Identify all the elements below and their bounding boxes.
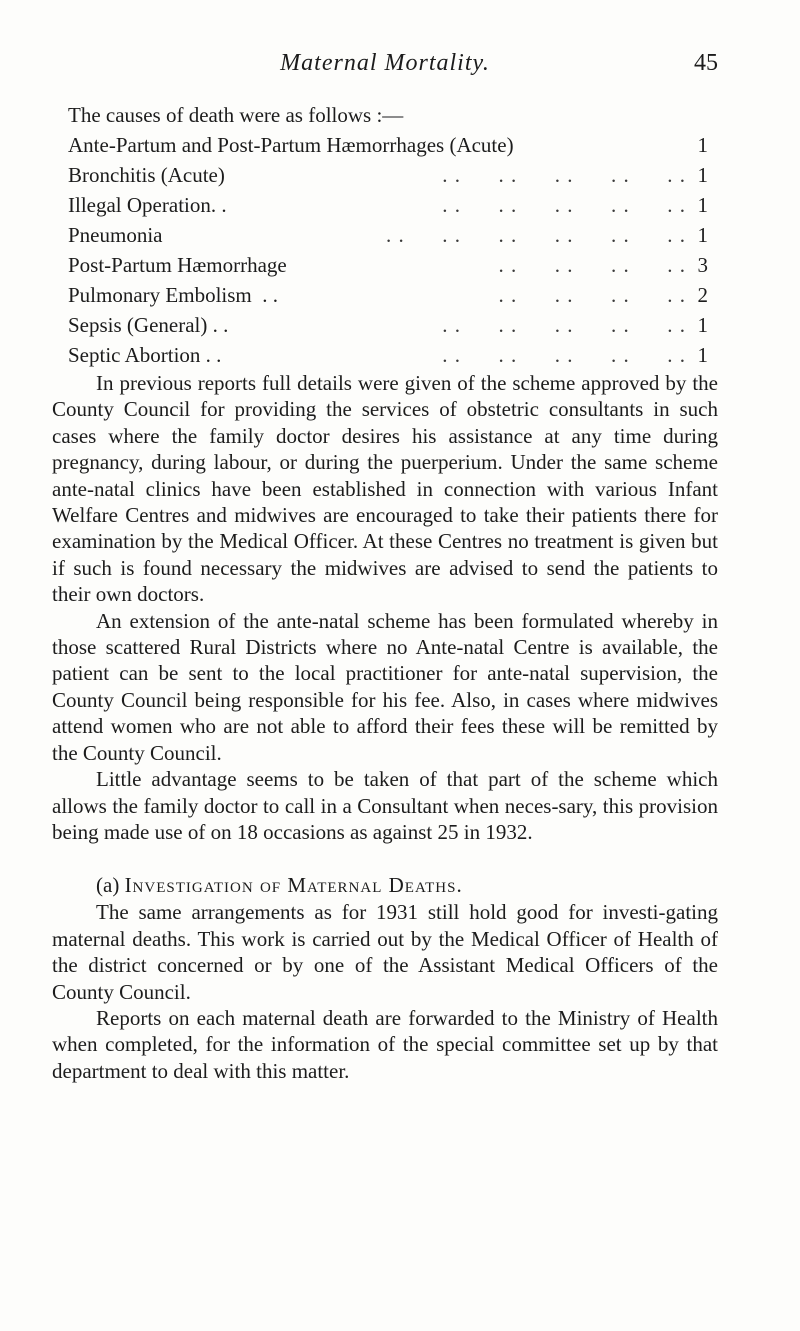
cause-leader-dots: . . . . . . . . — [498, 283, 686, 307]
cause-row — [68, 190, 708, 220]
cause-row — [68, 340, 708, 370]
running-title: Maternal Mortality. — [280, 50, 490, 76]
paragraph-ante-natal-extension: An extension of the ante-natal scheme has been formulated whereby in those scattered Rural Districts where no Ante-natal Centre is available, the patient can be sent to the local practitioner for ante-natal supervision, the County Council being responsible for his fee. Also, in cases where midwives attend women who are not able to afford their fees these will be remitted by the County Council. — [52, 608, 718, 765]
cause-name: Illegal Operation. . — [68, 193, 227, 217]
section-heading — [96, 871, 718, 899]
cause-leader-dots: . . . . . . . . . . . . — [386, 223, 686, 247]
cause-count: 1 — [697, 193, 708, 217]
cause-count: 1 — [697, 133, 708, 157]
cause-leader-dots: . . . . . . . . . . — [442, 313, 686, 337]
cause-count: 1 — [697, 223, 708, 247]
causes-intro: The causes of death were as follows :— — [68, 103, 404, 127]
cause-leader-dots: . . . . . . . . . . — [442, 343, 686, 367]
section-title: Investigation of Maternal Deaths. — [124, 873, 463, 898]
cause-name: Bronchitis (Acute) — [68, 163, 225, 187]
document-page — [52, 50, 718, 1084]
causes-of-death-table — [68, 130, 708, 370]
cause-row — [68, 250, 708, 280]
cause-row — [68, 310, 708, 340]
section-marker: (a) — [96, 873, 120, 898]
cause-row — [68, 220, 708, 250]
paragraph-obstetric-consultants: In previous reports full details were given of the scheme approved by the County Council for providing the services of obstetric consultants in such cases where the family doctor desires his assistance at any time during pregnancy, during labour, or during the puerperium. Under the same scheme ante-natal clinics have been established in connection with various Infant Welfare Centres and midwives are encouraged to take their patients there for examination by the Medical Officer. At these Centres no treatment is given but if such is found necessary the midwives are advised to send the patients to their own doctors. — [52, 371, 718, 607]
cause-count: 2 — [697, 283, 708, 307]
cause-leader-dots: . . . . . . . . — [498, 253, 686, 277]
cause-count: 3 — [697, 253, 708, 277]
cause-count: 1 — [697, 313, 708, 337]
cause-name: Septic Abortion . . — [68, 343, 222, 367]
cause-count: 1 — [697, 163, 708, 187]
paragraph-reports: Reports on each maternal death are forwarded to the Ministry of Health when completed, for the information of the special committee set up by that department to deal with this matter. — [52, 1005, 718, 1083]
cause-name: Pneumonia — [68, 223, 163, 247]
cause-name: Sepsis (General) . . — [68, 313, 229, 337]
cause-row — [68, 130, 708, 160]
paragraph-investigation: The same arrangements as for 1931 still hold good for investi-gating maternal deaths. This work is carried out by the Medical Officer of Health of the district concerned or by one of the Assistant Medical Officers of the County Council. — [52, 900, 718, 1004]
page-number: 45 — [694, 50, 718, 76]
cause-row — [68, 280, 708, 310]
cause-name: Pulmonary Embolism . . — [68, 283, 278, 307]
cause-leader-dots: . . . . . . . . . . — [442, 163, 686, 187]
cause-leader-dots: . . . . . . . . . . — [442, 193, 686, 217]
cause-name: Post-Partum Hæmorrhage — [68, 253, 287, 277]
paragraph-consultant-usage: Little advantage seems to be taken of that part of the scheme which allows the family doctor to call in a Consultant when neces-sary, this provision being made use of on 18 occasions as against 25 in 1932. — [52, 767, 718, 844]
cause-count: 1 — [697, 343, 708, 367]
running-head — [52, 50, 718, 90]
cause-row — [68, 160, 708, 190]
cause-name: Ante-Partum and Post-Partum Hæmorrhages (Acute) — [68, 133, 514, 157]
